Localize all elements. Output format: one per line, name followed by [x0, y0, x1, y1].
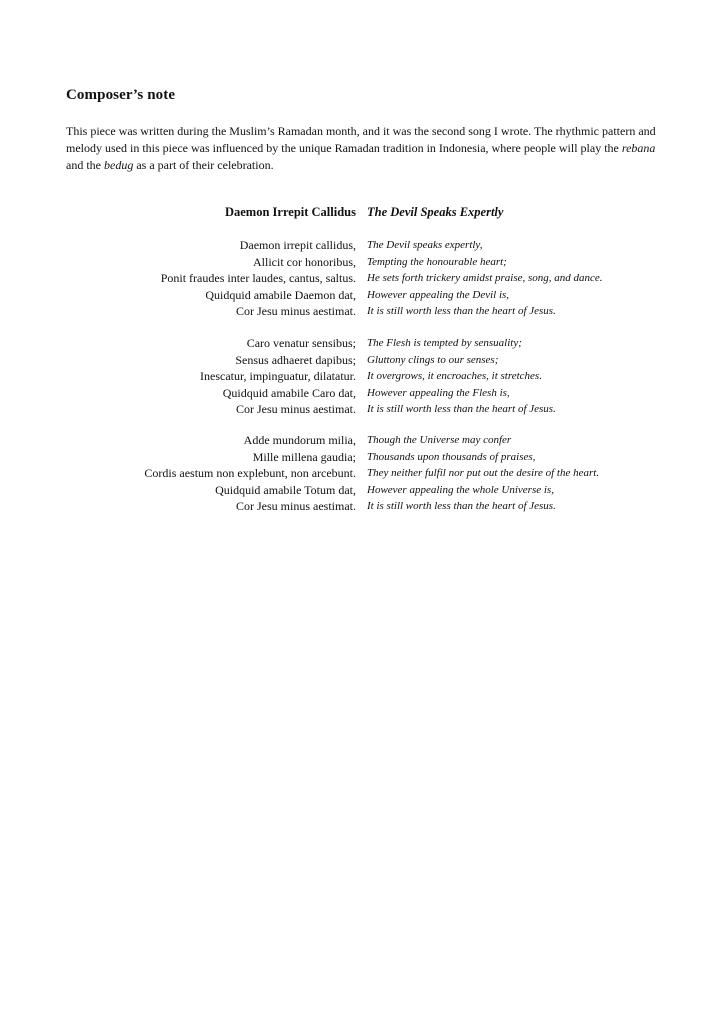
- poem-line: [0, 288, 723, 305]
- latin-line: Cor Jesu minus aestimat.: [236, 304, 356, 318]
- latin-line: Adde mundorum milia,: [243, 433, 356, 447]
- english-line: Gluttony clings to our senses;: [367, 353, 499, 366]
- composers-note-heading: Composer’s note: [66, 87, 176, 103]
- english-line: However appealing the whole Universe is,: [367, 483, 554, 496]
- poem-line: [0, 450, 723, 467]
- poem-line: [0, 304, 723, 321]
- poem-line: [0, 402, 723, 419]
- poem-line: [0, 499, 723, 516]
- english-line: It is still worth less than the heart of Jesus.: [367, 403, 556, 415]
- latin-line: Cor Jesu minus aestimat.: [236, 402, 356, 416]
- poem-line: [0, 433, 723, 450]
- english-line: However appealing the Flesh is,: [367, 386, 510, 399]
- latin-line: Allicit cor honoribus,: [253, 254, 356, 269]
- composers-note-paragraph: [66, 123, 666, 174]
- latin-line: Daemon irrepit callidus,: [239, 238, 356, 252]
- poem-line: [0, 238, 723, 255]
- stanza-2: [0, 336, 723, 419]
- poem-line: [0, 386, 723, 403]
- latin-line: Inescatur, impinguatur, dilatatur.: [200, 369, 356, 383]
- latin-line: Mille millena gaudia;: [252, 449, 356, 464]
- poem-line: [0, 466, 723, 483]
- rebana-term: rebana: [621, 141, 656, 155]
- english-line: It overgrows, it encroaches, it stretches.: [367, 370, 542, 382]
- latin-line: Caro venatur sensibus;: [246, 336, 356, 350]
- english-line: They neither fulfil nor put out the desire of the heart.: [367, 467, 600, 479]
- stanza-3: [0, 433, 723, 516]
- latin-line: Quidquid amabile Caro dat,: [222, 385, 356, 400]
- poem-line: [0, 336, 723, 353]
- latin-title: Daemon Irrepit Callidus: [224, 205, 356, 219]
- latin-line: Ponit fraudes inter laudes, cantus, saltus.: [160, 271, 356, 285]
- english-line: He sets forth trickery amidst praise, song, and dance.: [367, 272, 603, 284]
- latin-line: Quidquid amabile Daemon dat,: [205, 287, 356, 302]
- poem-line: [0, 353, 723, 370]
- latin-line: Cor Jesu minus aestimat.: [236, 499, 356, 513]
- stanza-1: [0, 238, 723, 321]
- latin-line: Cordis aestum non explebunt, non arcebunt.: [144, 466, 356, 480]
- english-title: The Devil Speaks Expertly: [367, 205, 504, 219]
- note-text-part-1: This piece was written during the Muslim’s Ramadan month, and it was the second song I wrote. The rhythmic pattern and melody used in this piece was influenced by the unique Ramadan tradition in Indonesia, where people will play the: [66, 124, 656, 155]
- poem-line: [0, 369, 723, 386]
- poem-line: [0, 483, 723, 500]
- english-line: Tempting the honourable heart;: [367, 255, 507, 268]
- english-line: It is still worth less than the heart of Jesus.: [367, 500, 556, 512]
- bedug-term: bedug: [104, 158, 134, 172]
- latin-line: Sensus adhaeret dapibus;: [235, 352, 356, 367]
- latin-line: Quidquid amabile Totum dat,: [215, 482, 356, 497]
- note-text: [66, 123, 666, 174]
- english-line: It is still worth less than the heart of Jesus.: [367, 305, 556, 317]
- english-line: Thousands upon thousands of praises,: [367, 450, 536, 463]
- english-line: The Devil speaks expertly,: [367, 239, 483, 251]
- english-line: The Flesh is tempted by sensuality;: [367, 337, 522, 349]
- note-text-part-3: as a part of their celebration.: [133, 158, 274, 172]
- poem-title-row: [0, 205, 723, 223]
- poem-line: [0, 271, 723, 288]
- note-text-part-2: and the: [66, 158, 104, 172]
- english-line: However appealing the Devil is,: [367, 288, 510, 301]
- english-line: Though the Universe may confer: [367, 434, 512, 446]
- poem-line: [0, 255, 723, 272]
